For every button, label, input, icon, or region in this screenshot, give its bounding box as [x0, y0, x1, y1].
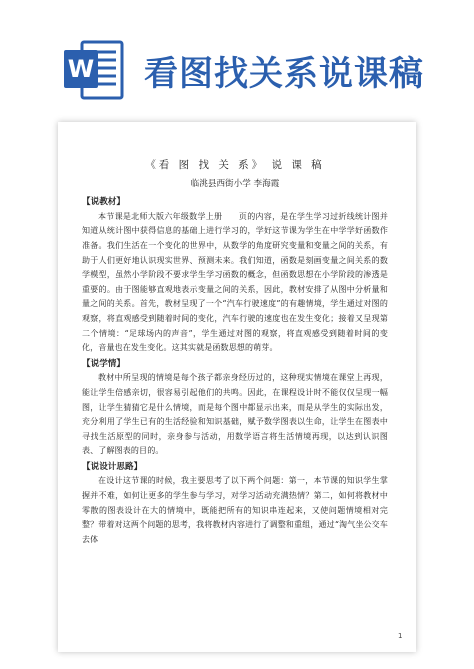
section-heading-textbook: 【说教材】 [82, 197, 125, 208]
section-heading-design: 【说设计思路】 [82, 461, 143, 472]
banner [0, 0, 474, 120]
section-paragraph: 教材中所呈现的情境是每个孩子都亲身经历过的，这种现实情境在课堂上再现，能让学生倍感亲切，很容易引起他们的共鸣。因此，在课程设计时不能仅仅呈现一幅图，让学生猜猜它是什么情境，而是每个图中都显示出来，而是从学生的实际出发，充分利用了学生已有的生活经验和知识基础，赋予数学图表以生命，让学生在图表中寻找生活原型的同时，亲身参与活动，用数学语言将生活情境再现，以达到认识图表、了解图表的目的。 [82, 373, 388, 456]
word-logo-icon [62, 38, 126, 102]
document-page [58, 122, 416, 652]
word-logo-letter: W [67, 55, 95, 83]
section-heading-students: 【说学情】 [82, 358, 125, 369]
banner-title: 看图找关系说课稿 [144, 54, 424, 94]
section-paragraph: 本节课是北师大版六年级数学上册 页的内容，是在学生学习过折线统计图并知道从统计图中获得信息的基础上进行学习的，学好这节课为学生在中学学好函数作准备。我们生活在一个变化的世界中，从数学的角度研究变量和变量之间的关系，有助于人们更好地认识现实世界、预测未来。我们知道，函数是刻画变量之间关系的数学模型，虽然小学阶段不要求学生学习函数的概念，但函数思想在小学阶段的渗透是重要的。由于图能够直观地表示变量之间的关系，因此，教材安排了从图中分析量和量之间的关系。首先，教材呈现了一个“汽车行驶速度”的有趣情境，学生通过对图的观察，将直观感受到随着时间的变化，汽车行驶的速度也在发生变化；接着又呈现第二个情境：“足球场内的声音”，学生通过对图的观察，将直观感受到随着时间的变化，音量也在发生变化。这其实就是函数思想的萌芽。 [82, 211, 388, 353]
page-number: 1 [398, 632, 403, 640]
document-author: 临洮县西街小学 李海霞 [190, 178, 280, 189]
document-title: 《看 图 找 关 系》 说 课 稿 [145, 159, 325, 171]
section-paragraph: 在设计这节课的时候，我主要思考了以下两个问题：第一，本节课的知识学生掌握并不难，如何让更多的学生参与学习，对学习活动充满热情？第二，如何将教材中零散的图表设计在大的情境中，既能把所有的知识串连起来，又使问题情境相对完整？带着对这两个问题的思考，我将教材内容进行了调整和重组，通过“淘气坐公交车去体 [82, 476, 388, 544]
